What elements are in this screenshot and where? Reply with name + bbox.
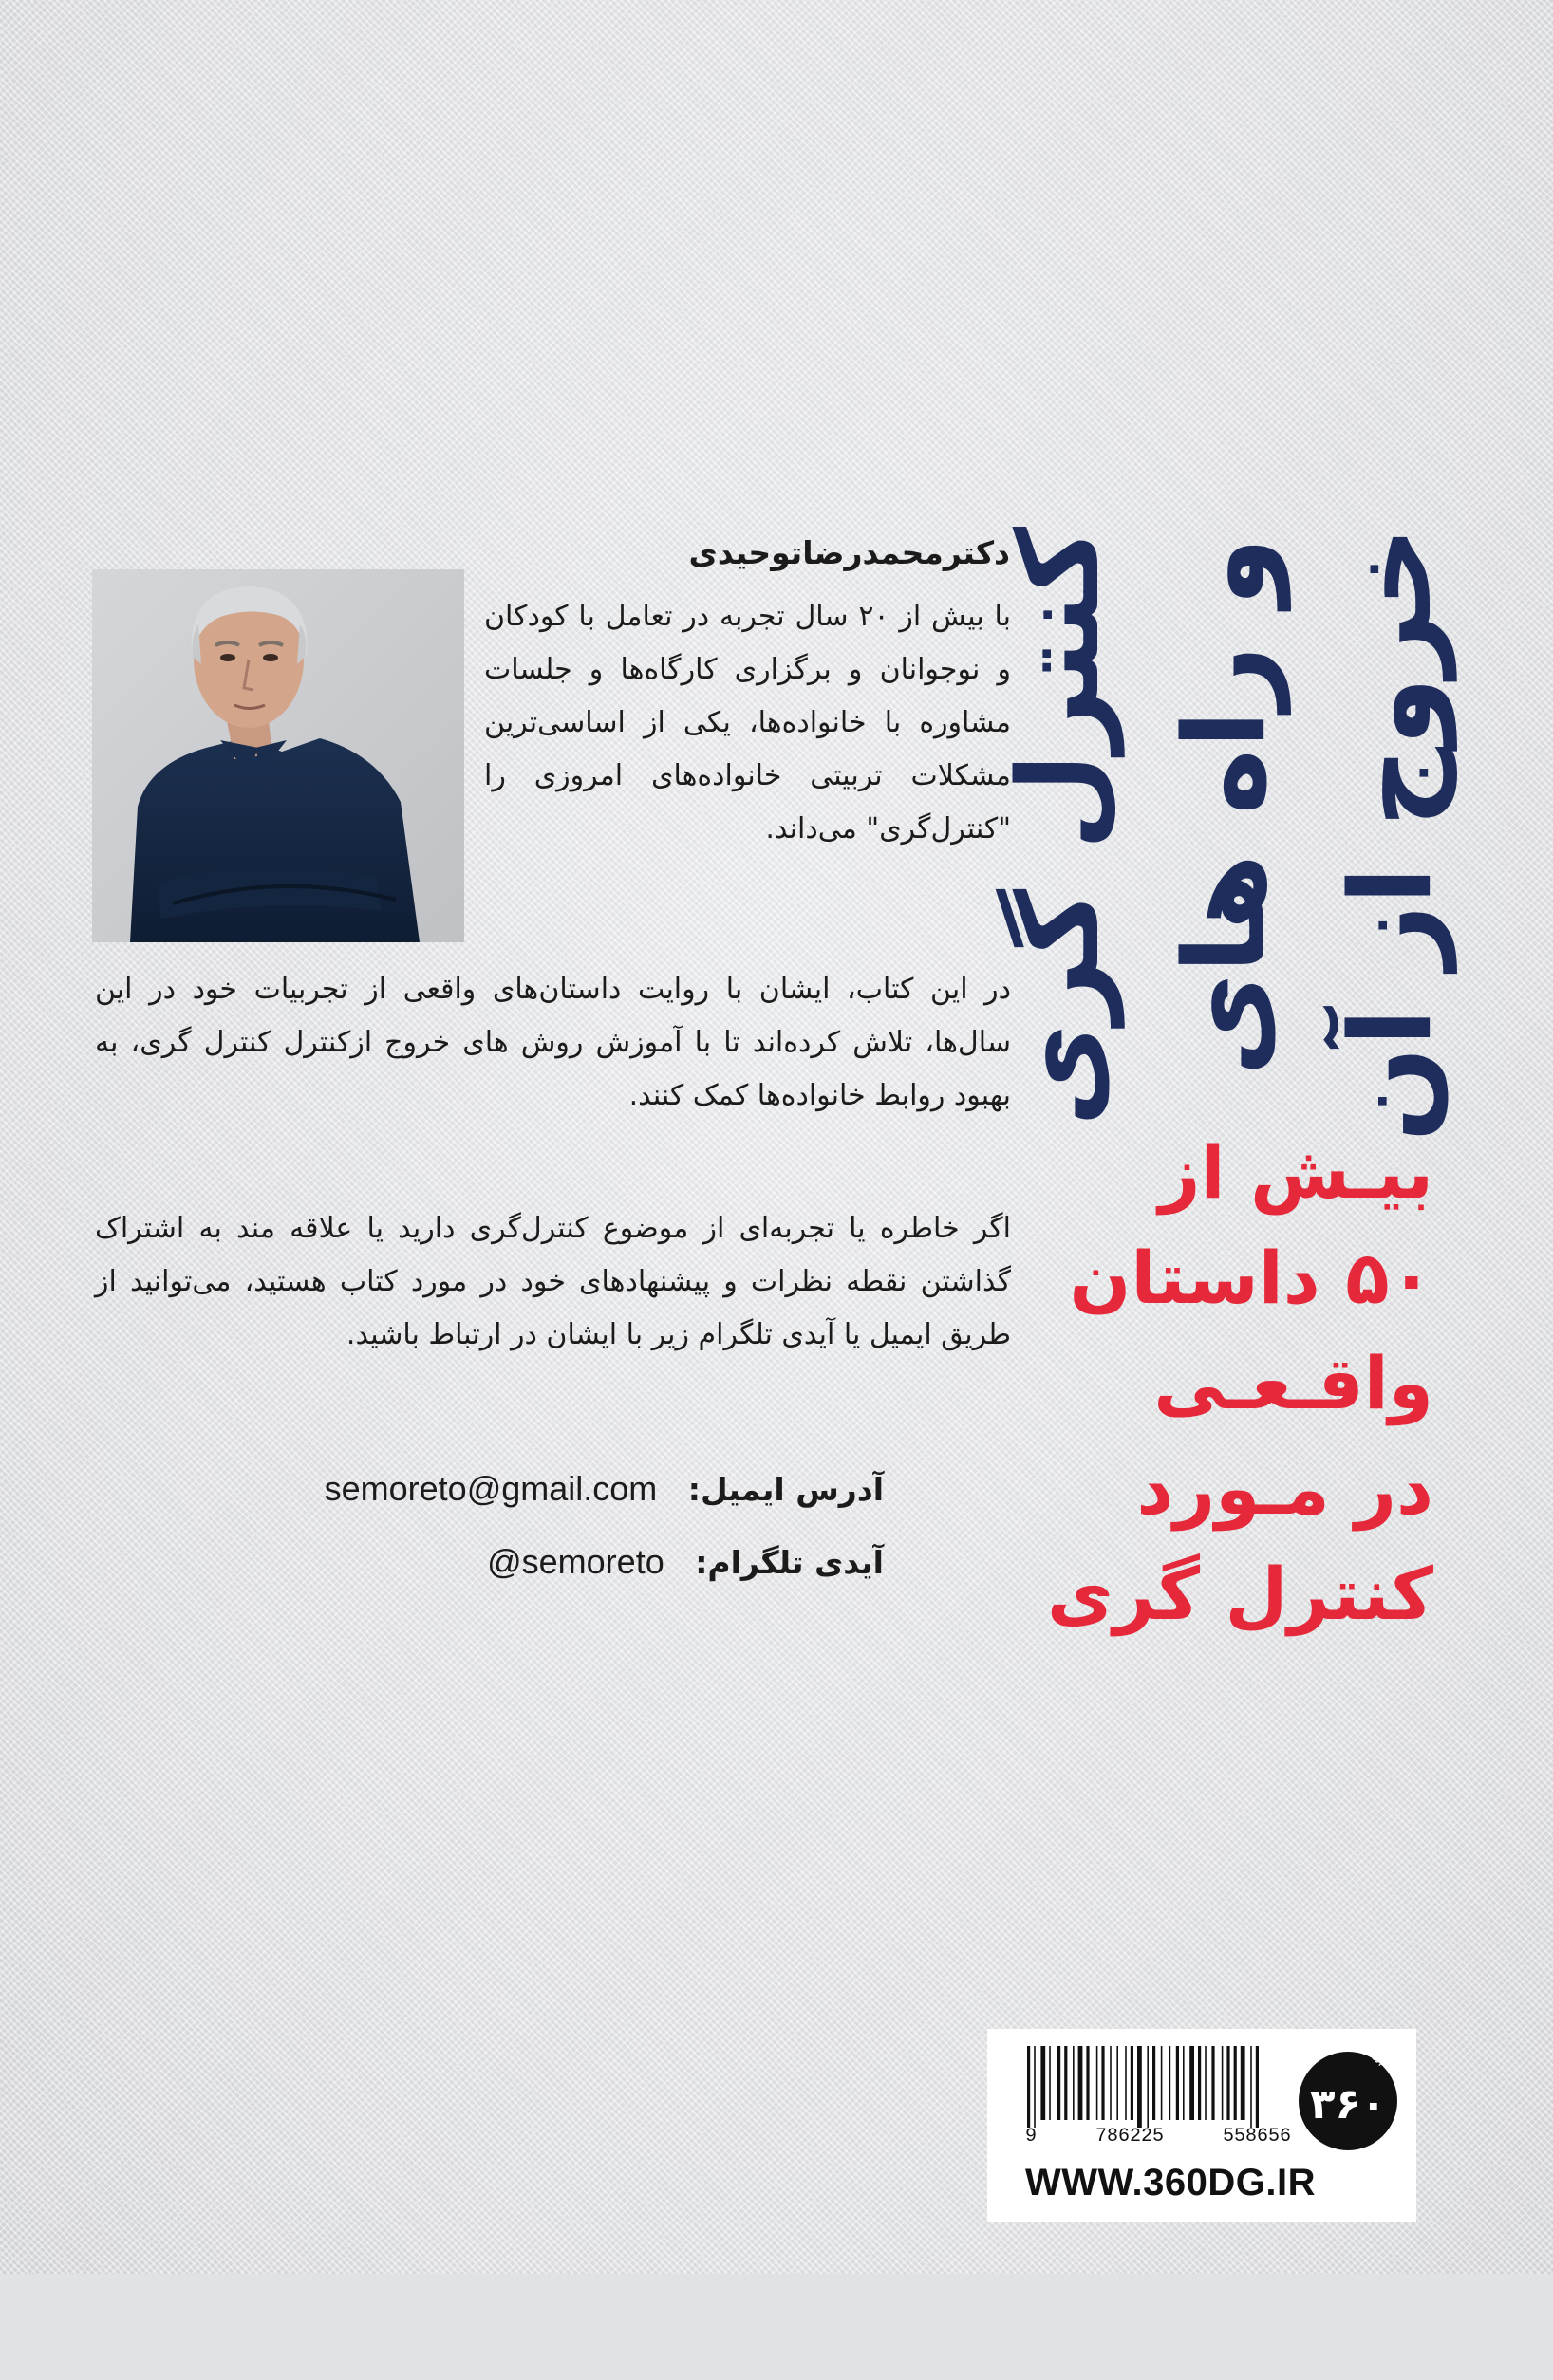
author-photo xyxy=(92,569,464,942)
email-label: آدرس ایمیل: xyxy=(687,1471,884,1508)
publisher-website[interactable]: WWW.360DG.IR xyxy=(1025,2162,1317,2203)
telegram-value[interactable]: @semoreto xyxy=(487,1542,664,1581)
book-title-line-1: کنترل گری xyxy=(993,527,1124,1127)
barcode-bar xyxy=(1234,2046,1237,2120)
tagline-line-3: واقـعـی xyxy=(1153,1341,1433,1425)
book-title-rotator xyxy=(987,527,1462,1143)
description-paragraph-1: در این کتاب، ایشان با روایت داستان‌های واقعی از تجربیات خود در این سال‌ها، تلاش کرده‌اند تا با آموزش روش های خروج ازکنترل کنترل گری، به بهبود روابط خانواده‌ها کمک کنند. xyxy=(95,973,1011,1112)
barcode-bar xyxy=(1241,2046,1245,2120)
barcode-bar xyxy=(1057,2046,1060,2120)
author-name: دکترمحمدرضاتوحیدی xyxy=(688,534,1010,571)
tagline-line-4: در مـورد xyxy=(1136,1446,1433,1531)
barcode-bar xyxy=(1152,2046,1155,2120)
barcode-bar xyxy=(1096,2046,1098,2120)
barcode-bar xyxy=(1169,2046,1171,2120)
barcode-bar xyxy=(1176,2046,1179,2120)
barcode-bar xyxy=(1256,2046,1259,2128)
publisher-logo-number: ۳۶۰ xyxy=(1309,2080,1387,2129)
barcode-bar xyxy=(1064,2046,1067,2120)
barcode-digits-1: 9 xyxy=(1025,2126,1038,2148)
barcode-bar xyxy=(1137,2046,1142,2128)
contact-telegram-row xyxy=(487,1542,884,1582)
barcode-bar xyxy=(1116,2046,1118,2120)
barcode-bar xyxy=(1226,2046,1229,2120)
barcode-box xyxy=(987,2026,1416,2222)
email-value[interactable]: semoreto@gmail.com xyxy=(324,1469,658,1508)
publisher-logo-label: انتشارات xyxy=(1344,2026,1388,2070)
barcode-bar xyxy=(1198,2046,1201,2120)
barcode-bar xyxy=(1034,2046,1036,2128)
barcode-bar xyxy=(1101,2046,1104,2120)
barcode-bar xyxy=(1189,2046,1194,2120)
barcode-bar xyxy=(1222,2046,1224,2120)
publisher-logo xyxy=(1299,2026,1397,2150)
book-title xyxy=(987,527,1462,1143)
barcode-bar xyxy=(1049,2046,1051,2120)
tagline-line-1: بیـش از xyxy=(1158,1130,1433,1215)
barcode-bar xyxy=(1027,2046,1030,2128)
barcode-digits-2: 786225 xyxy=(1095,2126,1164,2148)
barcode-numbers xyxy=(1025,2126,1291,2148)
book-title-line-3: خروج از آن xyxy=(1325,527,1456,1143)
barcode-bar xyxy=(1131,2046,1133,2120)
barcode-bar xyxy=(1250,2046,1252,2128)
book-title-line-2: و راه های xyxy=(1159,537,1290,1076)
barcode-digits-3: 558656 xyxy=(1222,2126,1291,2148)
barcode-icon xyxy=(1025,2046,1291,2128)
tagline-line-2: ۵۰ داستان xyxy=(1069,1236,1433,1320)
author-portrait-illustration xyxy=(92,569,464,942)
barcode-bar xyxy=(1110,2046,1112,2120)
author-bio: با بیش از ۲۰ سال تجربه در تعامل با کودکان و نوجوانان و برگزاری کارگاه‌ها و جلسات مشاوره با خانواده‌ها، یکی از اساسی‌ترین مشکلات تربیتی خانواده‌های امروزی را "کنترل‌گری" می‌داند. xyxy=(484,600,1011,846)
tagline xyxy=(997,1120,1433,1646)
tagline-line-5: کنترل گری xyxy=(1046,1552,1433,1636)
barcode-bar xyxy=(1161,2046,1163,2120)
description-paragraph-2: اگر خاطره یا تجربه‌ای از موضوع کنترل‌گری دارید یا علاقه مند به اشتراک گذاشتن نقطه نظرات و پیشنهادهای خود در مورد کتاب هستید، می‌توانید از طریق ایمیل یا آیدی تلگرام زیر با ایشان در ارتباط باشید. xyxy=(95,1212,1011,1351)
barcode-bar xyxy=(1073,2046,1075,2120)
barcode-bar xyxy=(1211,2046,1214,2120)
contact-email-row xyxy=(325,1469,884,1509)
barcode-bar xyxy=(1040,2046,1045,2120)
barcode-bar xyxy=(1086,2046,1089,2120)
barcode-bar xyxy=(1078,2046,1083,2120)
telegram-label: آیدی تلگرام: xyxy=(695,1544,884,1581)
barcode-bar xyxy=(1205,2046,1207,2120)
barcode-bar xyxy=(1125,2046,1127,2120)
bottom-strip xyxy=(0,2274,1553,2380)
barcode-bar xyxy=(1183,2046,1185,2120)
barcode-bar xyxy=(1147,2046,1149,2128)
